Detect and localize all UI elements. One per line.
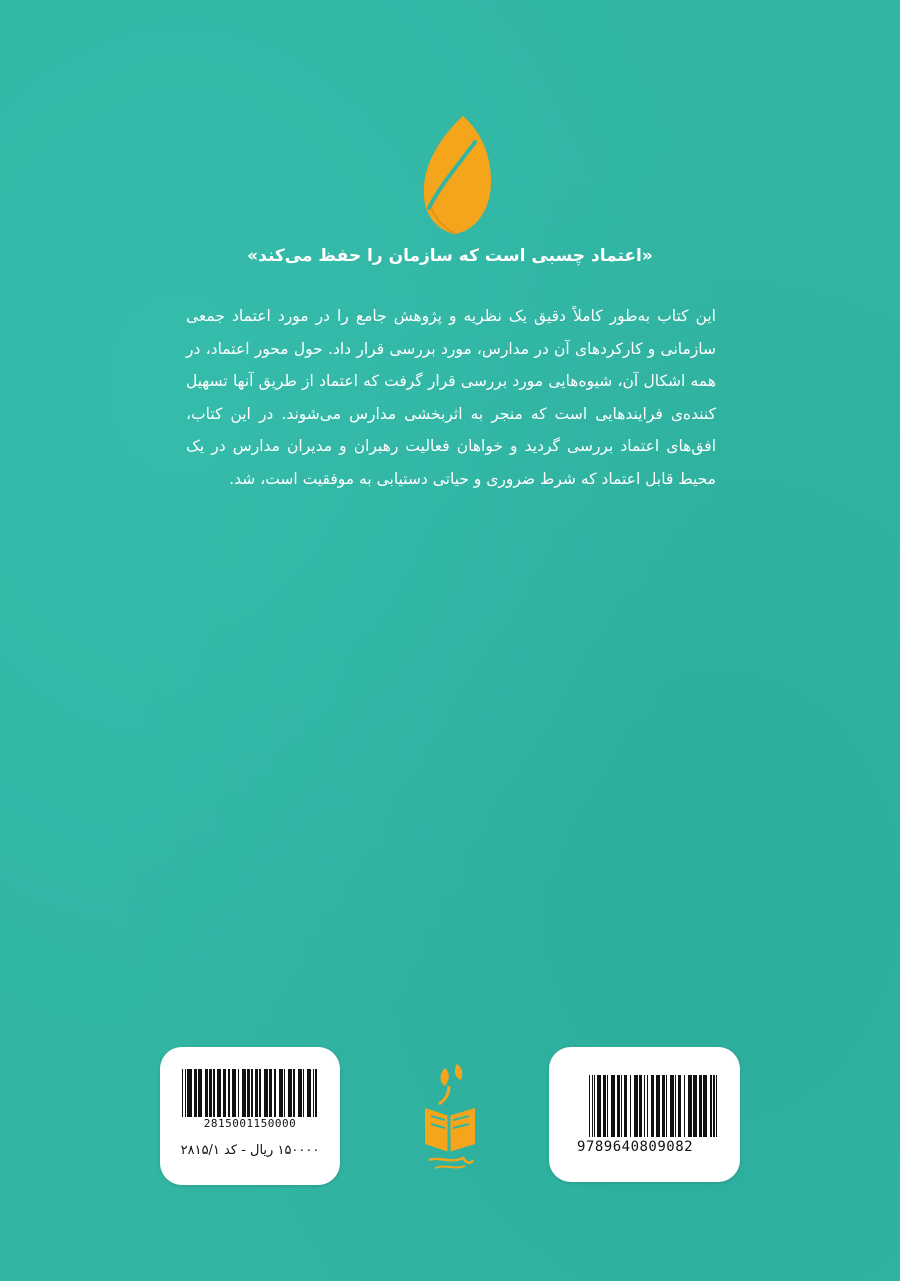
price-barcode-number: 2815001150000 — [203, 1117, 297, 1130]
price-card — [160, 1047, 340, 1185]
cover-description — [186, 300, 716, 495]
barcode-space — [317, 1069, 318, 1117]
description-paragraph: این کتاب به‌طور کاملاً دقیق یک نظریه و پژوهش جامع را در مورد اعتماد جمعی سازمانی و کارکردهای آن در مدارس، مورد بررسی قرار داد. حول محور اعتماد، در همه اشکال آن، شیوه‌هایی مورد بررسی قرار گرفت که اعتماد از طریق آنها تسهیل کننده‌ی فرایندهایی است که منجر به اثربخشی مدارس می‌شوند. در این کتاب، افق‌های اعتماد بررسی گردید و خواهان فعالیت رهبران و مدیران مدارس در یک محیط قابل اعتماد که شرط ضروری و حیاتی دستیابی به موفقیت است، شد. — [186, 307, 716, 488]
isbn-barcode-number: 9789640809082 — [577, 1139, 694, 1155]
isbn-card — [549, 1047, 740, 1182]
isbn-barcode — [589, 1075, 719, 1137]
price-text: ۱۵۰۰۰۰ ریال - کد ۲۸۱۵/۱ — [180, 1143, 320, 1158]
leaf-icon — [415, 112, 495, 237]
cover-tagline: «اعتماد چسبی است که سازمان را حفظ می‌کند» — [247, 246, 653, 266]
barcode-space — [717, 1075, 718, 1137]
book-tree-logo-icon — [415, 1060, 485, 1175]
price-barcode — [182, 1069, 318, 1117]
